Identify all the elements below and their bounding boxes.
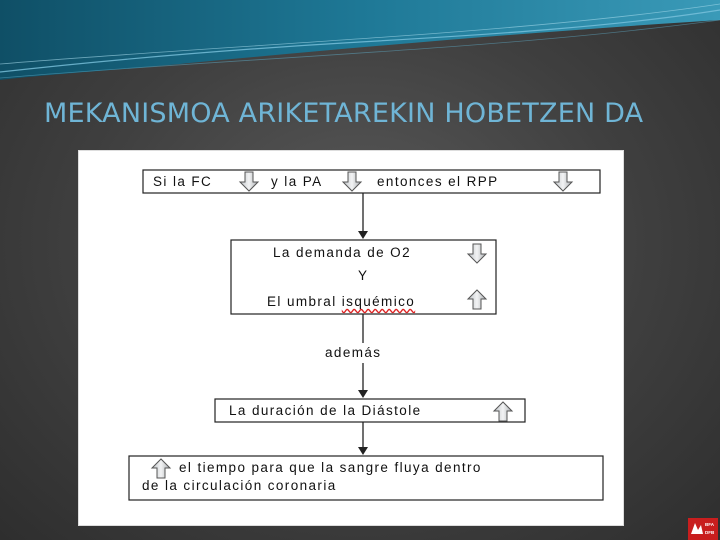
box2-text-threshold-prefix: El umbral — [267, 294, 342, 309]
box1-text-fc: Si la FC — [153, 174, 213, 189]
box1-text-rpp: entonces el RPP — [377, 174, 499, 189]
box2-text-and: Y — [358, 268, 369, 283]
decorative-top-band — [0, 0, 720, 90]
box4-text-line2: de la circulación coronaria — [142, 478, 337, 493]
connector-arrow-3 — [358, 422, 368, 455]
logo-text-line2: DFB — [705, 530, 715, 535]
box1-text-pa: y la PA — [271, 174, 323, 189]
box2-text-threshold-word: isquémico — [341, 294, 416, 309]
connector-label: además — [325, 345, 382, 360]
box3-text: La duración de la Diástole — [229, 403, 422, 418]
logo-text-line1: BFA — [705, 522, 714, 527]
connector-arrow-1 — [358, 193, 368, 239]
slide-title: MEKANISMOA ARIKETAREKIN HOBETZEN DA — [44, 98, 644, 129]
box4-text-line1: el tiempo para que la sangre fluya dentro — [179, 460, 482, 475]
flow-diagram — [78, 150, 624, 526]
box2-text-demand: La demanda de O2 — [273, 245, 411, 260]
box2-text-threshold — [267, 294, 415, 310]
